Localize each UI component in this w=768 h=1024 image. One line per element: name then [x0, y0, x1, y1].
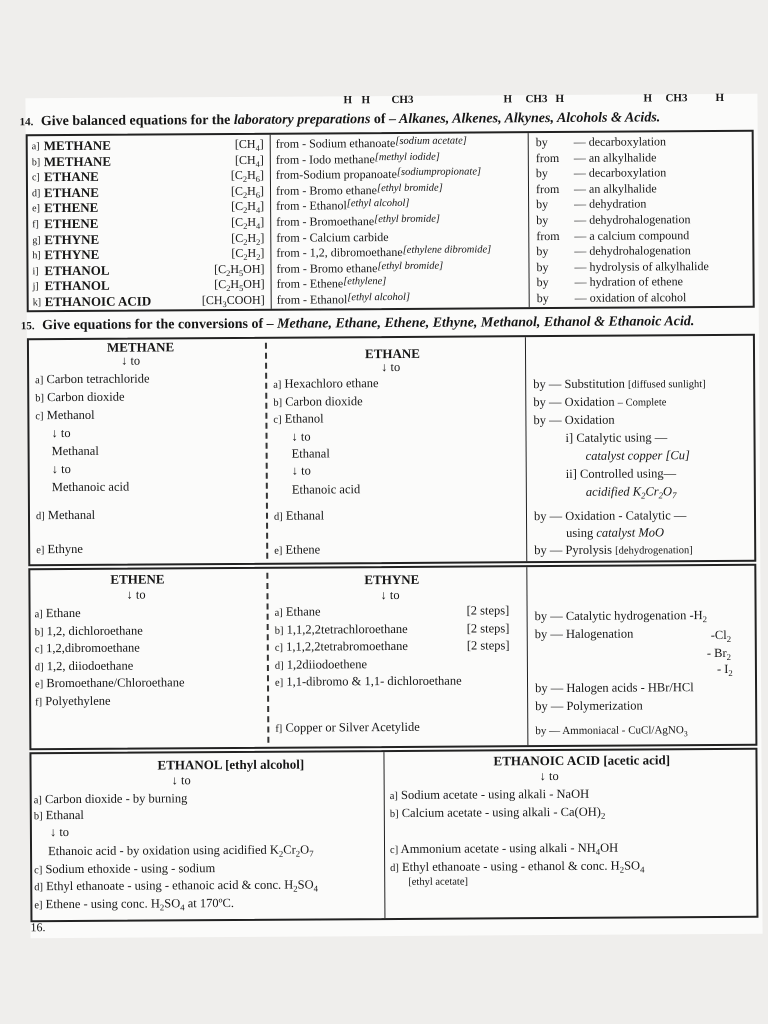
compound-formula: $[C_2H_5OH]$: [214, 277, 265, 294]
material-alias: [ethylene dibromide]: [402, 244, 492, 257]
starting-material: from - Sodium ethanoate [sodium acetate]: [275, 135, 467, 151]
product-text: Ethane: [45, 605, 81, 621]
product-text: Bromoethane/Chloroethane: [46, 675, 185, 691]
row-letter: g]: [32, 234, 41, 246]
material-alias: [methyl iodide]: [374, 151, 440, 163]
methods-panel-2: [530, 566, 757, 745]
product-text: Ethanol: [284, 411, 324, 426]
product-text: 1,1-dibromo & 1,1- dichloroethane: [286, 673, 462, 689]
method-text: by — Ammoniacal - CuCl/AgNO$_3$: [535, 724, 688, 739]
compound-name: ETHENE: [44, 200, 99, 216]
preparations-table: [26, 130, 755, 312]
item-letter: f]: [275, 723, 283, 735]
method-connector: by: [535, 166, 548, 181]
row-letter: h]: [32, 250, 41, 262]
compound-formula: $[C_2H_4]$: [231, 199, 265, 216]
section-title: ETHENE: [110, 571, 165, 587]
starting-material: from - Bromoethane [ethyl bromide]: [276, 213, 441, 229]
section-title: ETHANOIC ACID [acetic acid]: [493, 752, 671, 769]
preparation-row: [29, 290, 753, 310]
item-letter: d]: [34, 661, 44, 673]
material-alias: [sodiumpropionate]: [396, 166, 482, 179]
method-text: by — Oxidation: [533, 394, 615, 410]
method-connector: by: [535, 135, 548, 150]
product-text: b] Calcium acetate - using alkali - $Ca(OH)_2$: [389, 804, 606, 821]
product-text: Carbon dioxide: [285, 394, 363, 409]
method-text: by — Halogen acids - HBr/HCl: [535, 680, 694, 696]
ethyne-product: [275, 638, 525, 655]
down-arrow: ↓ to: [380, 587, 400, 603]
ethene-ethyne-box: [28, 564, 757, 750]
product-text: Carbon dioxide - by burning: [44, 791, 188, 807]
compound-name: ETHYNE: [44, 231, 100, 247]
method-connector: by: [536, 291, 549, 306]
down-arrow: ↓ to: [539, 768, 559, 784]
product-text: Methanal: [51, 443, 99, 459]
method-connector: by: [536, 275, 549, 290]
row-letter: e]: [32, 203, 40, 215]
product-text: Methanal: [47, 507, 96, 523]
ethene-product: [35, 675, 185, 691]
method-connector: by: [536, 213, 549, 228]
compound-name: ETHYNE: [44, 246, 100, 263]
method-text: by — Oxidation - Catalytic —: [533, 508, 687, 524]
compound-formula: $[C_2H_6]$: [230, 183, 265, 200]
product-text: Ethanoic acid - by oxidation using acidified $K_2Cr_2O_7$: [47, 842, 314, 859]
ethyne-product: [275, 621, 525, 638]
material-alias: [ethyl bromide]: [374, 213, 441, 226]
product-text: Sodium ethoxide - using - sodium: [45, 861, 216, 877]
method-connector: by: [536, 259, 549, 274]
starting-material: from - Ethanol [ethyl alcohol]: [276, 291, 411, 307]
compound-formula: $[CH_4]$: [234, 152, 264, 169]
note-text: [ethyl acetate]: [408, 876, 469, 888]
compound-name: ETHANOL: [44, 278, 110, 294]
q15-heading: 15. Give equations for the conversions of – Methane, Ethane, Ethene, Ethyne, Methanol, Ethanol & Ethanoic Acid.: [20, 314, 695, 334]
product-text: Polyethylene: [45, 693, 111, 708]
item-letter: c]: [274, 642, 284, 654]
starting-material: from - Bromo ethane [ethyl bromide]: [275, 182, 443, 198]
row-letter: j]: [32, 281, 39, 293]
fragment-atom: H: [715, 91, 725, 105]
material-alias: [ethyl alcohol]: [346, 198, 410, 210]
product-text: Ethene: [285, 542, 321, 557]
material-alias: [ethylene]: [343, 276, 387, 288]
fragment-atom: H: [643, 92, 653, 105]
row-letter: i]: [32, 265, 39, 278]
product-text: Ethanoic acid: [291, 482, 361, 497]
item-letter: b]: [34, 626, 44, 638]
product-text: Ethanal: [291, 446, 330, 461]
product-text: Ethane: [285, 604, 321, 619]
starting-material: from - Iodo methane [methyl iodide]: [275, 151, 440, 167]
catalyst-text: catalyst MoO: [596, 525, 665, 540]
product-text: e] Ethene - using conc. $H_2SO_4$ at 170ºC.: [34, 895, 234, 913]
q14-heading: 14. Give balanced equations for the laboratory preparations of – Alkanes, Alkenes, Alkynes, Alcohols & Acids.: [19, 110, 661, 130]
reaction-type: — hydration of ethene: [574, 274, 683, 290]
fragment-atom: CH3: [391, 93, 414, 107]
row-letter: d]: [31, 187, 41, 200]
method-connector: by: [536, 244, 549, 259]
ethanol-ethanoic-box: [29, 748, 758, 922]
down-arrow: ↓ to: [49, 824, 70, 840]
question-number: 14.: [19, 116, 34, 129]
product-text: Carbon tetrachloride: [46, 371, 150, 387]
compound-name: ETHANOIC ACID: [44, 293, 152, 310]
compound-formula: $[C_2H_4]$: [231, 214, 265, 231]
item-letter: f]: [35, 696, 43, 708]
methane-panel: METHANE ↓ to a] Carbon tetrachloride b] Carbon dioxide c] Methanol ↓ to Methanal ↓ to Methanoic acid d] Methanal e] Ethyne: [35, 339, 175, 557]
starting-material: from - 1,2, dibromoethane [ethylene dibromide]: [276, 244, 492, 260]
method-text: by — Halogenation: [534, 626, 634, 642]
fragment-atom: CH3: [525, 93, 548, 106]
ethene-product: [35, 623, 143, 639]
product-text: 1,2, dichloroethane: [46, 623, 143, 638]
product-text: d] Ethyl ethanoate - using - ethanoic acid & conc. $H_2SO_4$: [34, 877, 319, 894]
ethene-product: [35, 693, 110, 708]
compound-formula: $[C_2H_2]$: [231, 230, 265, 247]
question-number: 15.: [20, 320, 35, 333]
starting-material: from - Bromo ethane [ethyl bromide]: [276, 260, 444, 276]
fragment-atom: H: [361, 94, 371, 107]
step-count: [2 steps]: [466, 638, 510, 653]
material-alias: [sodium acetate]: [395, 135, 467, 147]
reagent-text: - $Br_2$: [706, 645, 732, 662]
product-text: Hexachloro ethane: [284, 376, 379, 391]
material-alias: [ethyl alcohol]: [347, 291, 411, 304]
product-text: c] Ammonium acetate - using alkali - $NH_4OH$: [390, 840, 619, 857]
method-text: Catalytic using —: [576, 430, 668, 445]
ethyne-product: [275, 603, 525, 620]
product-text: Ethanal: [45, 807, 84, 823]
down-arrow: ↓ to: [121, 353, 141, 368]
product-text: d] Ethyl ethanoate - using - ethanol & conc. $H_2SO_4$: [390, 858, 645, 875]
preparations-rows: [28, 132, 752, 310]
reaction-type: — decarboxylation: [573, 165, 667, 181]
catalyst-text: acidified $K_2Cr_2O_7$: [585, 484, 677, 501]
textbook-page: [19, 91, 762, 938]
product-text: 1,1,2,2tetrabromoethane: [286, 638, 408, 654]
method-connector: by: [536, 197, 549, 212]
compound-name: METHANE: [43, 137, 111, 154]
reaction-type: — oxidation of alcohol: [574, 290, 687, 305]
compound-formula: $[CH_4]$: [234, 136, 264, 153]
method-text: by — Polymerization: [535, 698, 643, 714]
product-text: 1,1,2,2tetrachloroethane: [286, 621, 408, 637]
down-arrow: ↓ to: [171, 773, 191, 788]
product-text: 1,2,dibromoethane: [46, 640, 140, 656]
ethene-product: [35, 658, 133, 674]
item-letter: b]: [274, 625, 284, 637]
ethene-panel: [30, 569, 267, 748]
fragment-atom: H: [555, 92, 565, 106]
down-arrow: ↓ to: [291, 429, 311, 444]
section-title: ETHANE: [364, 345, 420, 362]
compound-formula: $[C_2H_2]$: [231, 245, 265, 263]
next-question-number: 16.: [30, 920, 46, 935]
reaction-type: — dehydration: [574, 196, 647, 212]
method-text: by — Substitution: [533, 376, 625, 392]
fragment-atom: H: [503, 93, 513, 106]
method-text: by — Pyrolysis: [534, 542, 613, 558]
methane-ethane-box: [27, 334, 756, 566]
ethyne-product: [275, 719, 525, 736]
reaction-type: — an alkylhalide: [573, 181, 657, 196]
method-text: Controlled using—: [579, 466, 677, 481]
ethyne-product: [275, 673, 525, 690]
product-text: 1,2, diiodoethane: [46, 658, 134, 673]
material-alias: [ethyl bromide]: [376, 182, 443, 194]
step-count: [2 steps]: [466, 620, 510, 636]
down-arrow: ↓ to: [381, 359, 401, 375]
item-letter: e]: [34, 679, 44, 691]
product-text: Copper or Silver Acetylide: [285, 719, 420, 735]
product-text: Methanoic acid: [51, 479, 130, 495]
reaction-type: — dehydrohalogenation: [574, 243, 691, 259]
method-connector: from: [535, 150, 560, 165]
item-letter: c]: [34, 644, 44, 656]
row-letter: k]: [32, 297, 42, 309]
down-arrow: ↓ to: [51, 461, 71, 477]
section-title: METHANE: [106, 339, 175, 355]
reaction-type: — hydrolysis of alkylhalide: [574, 258, 709, 274]
fragment-atom: CH3: [665, 92, 688, 105]
ethyne-panel: [270, 567, 527, 747]
section-title: ETHYNE: [364, 571, 420, 588]
ethyne-product: [275, 656, 525, 673]
section-title: ETHANOL [ethyl alcohol]: [157, 756, 305, 773]
material-alias: [ethyl bromide]: [377, 260, 444, 272]
compound-name: ETHANE: [43, 168, 99, 185]
ethene-product: [35, 606, 81, 621]
reagent-text: $-Cl_2$: [710, 627, 732, 644]
method-text: by — Oxidation: [533, 412, 615, 428]
row-letter: c]: [31, 172, 40, 184]
product-text: Ethyne: [47, 541, 83, 557]
ethene-product: [35, 641, 140, 657]
ethanol-panel: ETHANOL [ethyl alcohol] ↓ to a] Carbon dioxide - by burning b] Ethanal ↓ to Ethanoic acid - by oxidation using acidified $K_2Cr_2O_7$ c] Sodium ethoxide - using - sodium d] Ethyl ethanoate - using - ethanoic acid & conc. $H_2SO_4$ e] Ethene - using conc. $H_2SO_4$ at 170ºC.: [33, 756, 319, 913]
compound-name: ETHANOL: [44, 262, 110, 278]
starting-material: from - Ethene [ethylene]: [276, 276, 387, 292]
product-text: Carbon dioxide: [47, 389, 125, 405]
product-text: Sodium acetate - using alkali - NaOH: [400, 786, 590, 802]
step-count: [2 steps]: [466, 603, 510, 618]
starting-material: from - Calcium carbide: [276, 229, 389, 245]
ethanoic-acid-panel: ETHANOIC ACID [acetic acid] ↓ to a] Sodium acetate - using alkali - NaOH b] Calcium acetate - using alkali - $Ca(OH)_2$ c] Ammonium acetate - using alkali - $NH_4OH$ d] Ethyl ethanoate - using - ethanol & conc. $H_2SO_4$ [ethyl acetate]: [389, 752, 671, 888]
method-connector: from: [535, 181, 560, 196]
compound-name: ETHANE: [43, 184, 99, 200]
starting-material: from - Ethanol [ethyl alcohol]: [276, 198, 410, 214]
catalyst-text: catalyst copper [Cu]: [585, 448, 690, 463]
methods-panel-1: by — Substitution [diffused sunlight] by — Oxidation – Complete by — Oxidation i] Catalytic using — catalyst copper [Cu] ii] Controlled using— acidified $K_2Cr_2O_7$ by — Oxidation - Catalytic — using catalyst MoO by — Pyrolysis [dehydrogenation]: [533, 376, 706, 558]
row-letter: b]: [31, 156, 41, 168]
compound-name: METHANE: [43, 153, 112, 169]
row-letter: a]: [31, 141, 40, 153]
reagent-text: - $I_2$: [716, 661, 733, 678]
reaction-type: — decarboxylation: [573, 134, 667, 149]
method-connector: from: [536, 228, 560, 243]
product-text: 1,2diiodoethene: [286, 656, 368, 672]
item-letter: e]: [274, 677, 284, 689]
fragment-atom: H: [343, 94, 353, 107]
compound-formula: $[CH_3COOH]$: [201, 292, 265, 310]
item-letter: a]: [274, 607, 283, 619]
item-letter: a]: [34, 609, 43, 621]
compound-formula: $[C_2H_6]$: [230, 167, 264, 185]
reaction-type: — a calcium compound: [574, 227, 690, 243]
item-letter: d]: [274, 660, 284, 672]
method-text: by — Catalytic hydrogenation $-H_2$: [534, 608, 708, 625]
compound-formula: $[C_2H_5OH]$: [214, 261, 265, 278]
row-letter: f]: [32, 219, 39, 231]
down-arrow: ↓ to: [291, 463, 311, 478]
product-text: Ethanal: [285, 508, 325, 523]
down-arrow: ↓ to: [51, 425, 71, 441]
product-text: Methanol: [46, 407, 95, 423]
down-arrow: ↓ to: [126, 587, 146, 602]
ethane-panel: ETHANE ↓ to a] Hexachloro ethane b] Carbon dioxide c] Ethanol ↓ to Ethanal ↓ to Ethanoic acid d] Ethanal e] Ethene: [273, 345, 420, 557]
compound-name: ETHENE: [44, 215, 99, 232]
reaction-type: — dehydrohalogenation: [574, 212, 691, 227]
reaction-type: — an alkylhalide: [573, 149, 657, 165]
starting-material: from-Sodium propanoate [sodiumpropionate]: [275, 166, 482, 182]
